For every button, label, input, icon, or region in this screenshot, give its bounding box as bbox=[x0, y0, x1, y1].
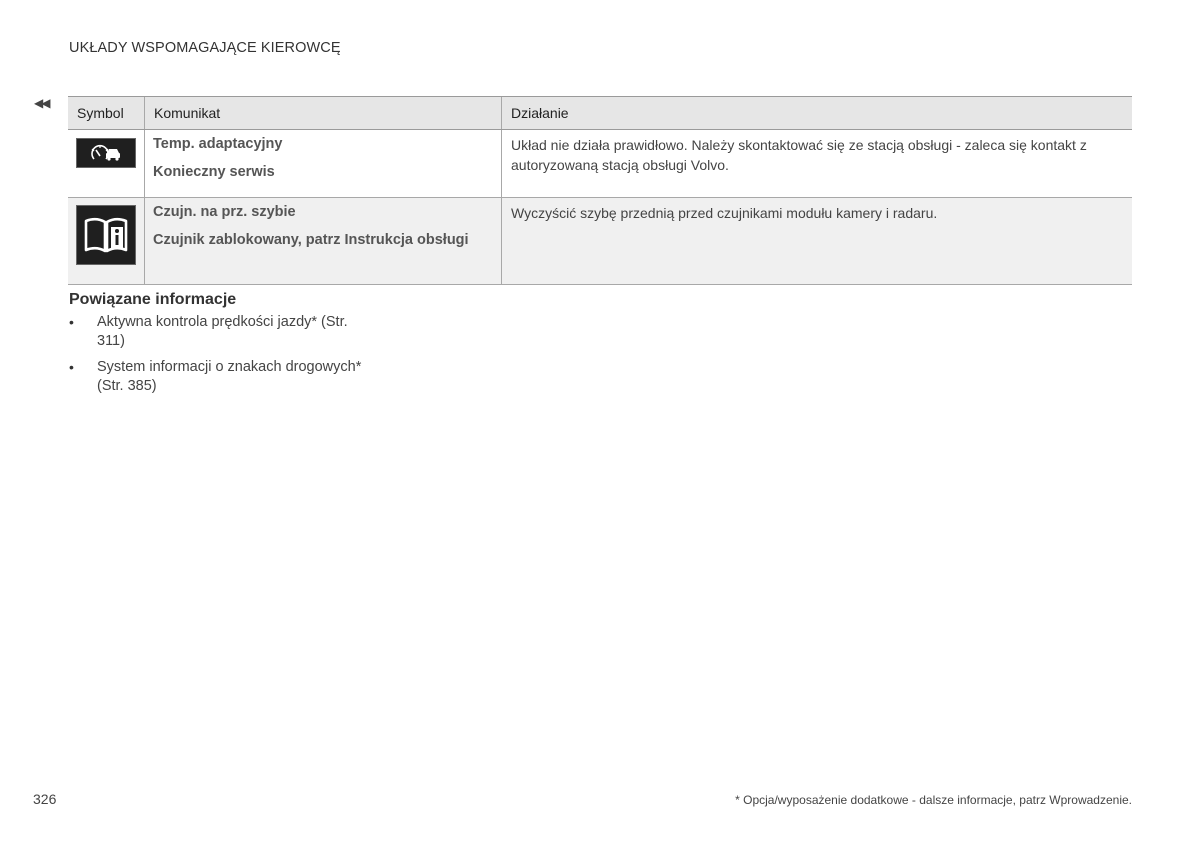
action-cell: Wyczyścić szybę przednią przed czujnikami modułu kamery i radaru. bbox=[502, 198, 1133, 285]
action-cell: Układ nie działa prawidłowo. Należy skontaktować się ze stacją obsługi - zaleca się kontakt z autoryzowaną stacją obsługi Volvo. bbox=[502, 130, 1133, 198]
related-info-title: Powiązane informacje bbox=[69, 291, 237, 308]
related-link[interactable] bbox=[69, 358, 377, 396]
bullet-icon: • bbox=[69, 314, 74, 330]
back-arrows-icon[interactable]: ◀◀ bbox=[34, 96, 49, 110]
symbol-cell bbox=[68, 198, 145, 285]
related-info-list bbox=[69, 313, 377, 403]
message-cell bbox=[145, 198, 502, 285]
column-header-action: Działanie bbox=[502, 97, 1133, 130]
message-text: Konieczny serwis bbox=[153, 164, 275, 180]
message-text: Czujn. na prz. szybie bbox=[153, 204, 296, 220]
page-header: UKŁADY WSPOMAGAJĄCE KIEROWCĘ bbox=[69, 40, 341, 56]
owners-manual-info-icon bbox=[76, 205, 136, 265]
messages-table bbox=[68, 96, 1132, 285]
table-row bbox=[68, 198, 1132, 285]
message-text: Czujnik zablokowany, patrz Instrukcja obsługi bbox=[153, 232, 469, 248]
message-text: Temp. adaptacyjny bbox=[153, 136, 283, 152]
table-row bbox=[68, 130, 1132, 198]
cruise-control-car-icon bbox=[76, 138, 136, 168]
bullet-icon: • bbox=[69, 359, 74, 375]
column-header-symbol: Symbol bbox=[68, 97, 145, 130]
table-header-row bbox=[68, 97, 1132, 130]
related-link[interactable] bbox=[69, 313, 377, 351]
related-link-text: Aktywna kontrola prędkości jazdy* (Str. 311) bbox=[97, 314, 348, 349]
related-link-text: System informacji o znakach drogowych* (Str. 385) bbox=[97, 359, 362, 394]
column-header-message: Komunikat bbox=[145, 97, 502, 130]
message-cell bbox=[145, 130, 502, 198]
symbol-cell bbox=[68, 130, 145, 198]
footnote: * Opcja/wyposażenie dodatkowe - dalsze informacje, patrz Wprowadzenie. bbox=[735, 793, 1132, 807]
page-number: 326 bbox=[33, 791, 57, 807]
